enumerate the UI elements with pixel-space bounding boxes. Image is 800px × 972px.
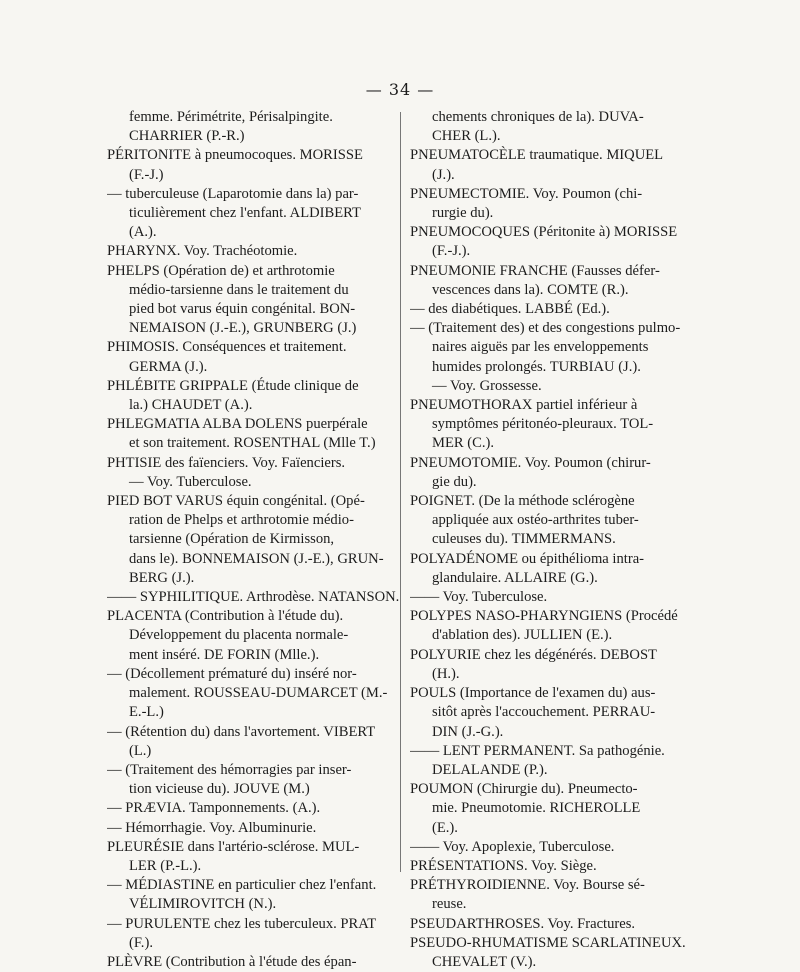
- index-line: symptômes péritonéo-pleuraux. TOL-: [432, 416, 654, 433]
- index-line: ment inséré. DE FORIN (Mlle.).: [129, 646, 320, 663]
- index-line: BERG (J.).: [129, 569, 195, 586]
- index-line: reuse.: [432, 896, 467, 913]
- index-line: PRÉTHYROIDIENNE. Voy. Bourse sé-: [410, 877, 645, 894]
- index-line: (A.).: [129, 224, 157, 241]
- index-line: NEMAISON (J.-E.), GRUNBERG (J.): [129, 320, 357, 337]
- index-line: (L.): [129, 742, 152, 759]
- index-line: dans le). BONNEMAISON (J.-E.), GRUN-: [129, 550, 384, 567]
- index-line: femme. Périmétrite, Périsalpingite.: [129, 109, 333, 125]
- index-line: pied bot varus équin congénital. BON-: [129, 301, 356, 318]
- index-line: PHIMOSIS. Conséquences et traitement.: [107, 339, 347, 356]
- index-line: PIED BOT VARUS équin congénital. (Opé-: [107, 493, 365, 510]
- index-line: (F.).: [129, 934, 153, 951]
- index-line: E.-L.): [129, 704, 164, 721]
- index-line: PNEUMOTOMIE. Voy. Poumon (chirur-: [410, 454, 651, 471]
- index-line: gie du).: [432, 473, 477, 490]
- index-line: MER (C.).: [432, 435, 495, 452]
- index-line: vescences dans la). COMTE (R.).: [432, 281, 629, 298]
- index-line: PRÉSENTATIONS. Voy. Siège.: [410, 857, 597, 874]
- index-line: tarsienne (Opération de Kirmisson,: [129, 531, 335, 548]
- index-line: POLYURIE chez les dégénérés. DEBOST: [410, 646, 657, 663]
- index-line: VÉLIMIROVITCH (N.).: [129, 896, 277, 913]
- index-line: — (Traitement des hémorragies par inser-: [107, 761, 352, 778]
- index-line: — Voy. Grossesse.: [432, 377, 542, 394]
- index-line: POIGNET. (De la méthode sclérogène: [410, 493, 635, 510]
- page-number: — 34 —: [365, 80, 435, 99]
- index-line: — Hémorrhagie. Voy. Albuminurie.: [107, 819, 317, 836]
- index-line: PHLEGMATIA ALBA DOLENS puerpérale: [107, 416, 368, 433]
- index-line: POUMON (Chirurgie du). Pneumecto-: [410, 781, 638, 798]
- index-line: (H.).: [432, 665, 460, 682]
- index-line: (F.-J.): [129, 166, 164, 183]
- index-line: PHLÉBITE GRIPPALE (Étude clinique de: [107, 377, 359, 394]
- index-line: PHARYNX. Voy. Trachéotomie.: [107, 243, 298, 260]
- index-line: POLYADÉNOME ou épithélioma intra-: [410, 550, 645, 567]
- index-line: (E.).: [432, 819, 458, 836]
- index-line: LER (P.-L.).: [129, 857, 202, 874]
- index-line: humides prolongés. TURBIAU (J.).: [432, 358, 641, 375]
- index-line: — PRÆVIA. Tamponnements. (A.).: [107, 800, 321, 817]
- index-line: ration de Phelps et arthrotomie médio-: [129, 512, 354, 529]
- index-line: PNEUMATOCÈLE traumatique. MIQUEL: [410, 147, 664, 164]
- column-divider: [400, 112, 401, 872]
- right-column: [410, 108, 710, 972]
- index-line: —— SYPHILITIQUE. Arthrodèse. NATANSON.: [107, 589, 400, 606]
- index-line: ticulièrement chez l'enfant. ALDIBERT: [129, 205, 361, 222]
- index-line: PHELPS (Opération de) et arthrotomie: [107, 262, 335, 279]
- index-line: la.) CHAUDET (A.).: [129, 397, 253, 414]
- index-line: Développement du placenta normale-: [129, 627, 349, 644]
- index-line: (F.-J.).: [432, 243, 471, 260]
- index-line: médio-tarsienne dans le traitement du: [129, 281, 349, 298]
- index-line: PSEUDO-RHUMATISME SCARLATINEUX.: [410, 934, 686, 951]
- index-line: — PURULENTE chez les tuberculeux. PRAT: [107, 915, 377, 932]
- index-line: —— LENT PERMANENT. Sa pathogénie.: [410, 742, 665, 759]
- index-line: PLEURÉSIE dans l'artério-sclérose. MUL-: [107, 838, 360, 855]
- index-line: POULS (Importance de l'examen du) aus-: [410, 685, 656, 702]
- index-line: CHARRIER (P.-R.): [129, 128, 245, 145]
- index-line: POLYPES NASO-PHARYNGIENS (Procédé: [410, 608, 678, 625]
- index-line: mie. Pneumotomie. RICHEROLLE: [432, 800, 641, 817]
- index-line: —— Voy. Tuberculose.: [410, 589, 548, 606]
- index-line: PNEUMOCOQUES (Péritonite à) MORISSE: [410, 224, 678, 241]
- left-column: [107, 108, 407, 972]
- index-line: sitôt après l'accouchement. PERRAU-: [432, 704, 656, 721]
- index-line: — Voy. Tuberculose.: [129, 473, 252, 490]
- index-line: appliquée aux ostéo-arthrites tuber-: [432, 512, 639, 529]
- index-line: — (Rétention du) dans l'avortement. VIBERT: [107, 723, 376, 740]
- index-line: PÉRITONITE à pneumocoques. MORISSE: [107, 147, 363, 164]
- index-line: DIN (J.-G.).: [432, 723, 504, 740]
- index-line: CHER (L.).: [432, 128, 501, 145]
- index-line: PNEUMECTOMIE. Voy. Poumon (chi-: [410, 185, 643, 202]
- index-line: — (Décollement prématuré du) inséré nor-: [107, 665, 357, 682]
- index-line: PLÈVRE (Contribution à l'étude des épan-: [107, 953, 357, 970]
- index-line: malement. ROUSSEAU-DUMARCET (M.-: [129, 685, 388, 702]
- index-line: glandulaire. ALLAIRE (G.).: [432, 569, 598, 586]
- index-line: d'ablation des). JULLIEN (E.).: [432, 627, 613, 644]
- index-line: (J.).: [432, 166, 455, 183]
- index-line: rurgie du).: [432, 205, 494, 222]
- index-line: — (Traitement des) et des congestions pulmo-: [410, 320, 681, 337]
- index-line: PNEUMONIE FRANCHE (Fausses défer-: [410, 262, 660, 279]
- index-line: PSEUDARTHROSES. Voy. Fractures.: [410, 915, 636, 932]
- index-line: chements chroniques de la). DUVA-: [432, 109, 644, 125]
- index-line: tion vicieuse du). JOUVE (M.): [129, 781, 310, 798]
- index-line: GERMA (J.).: [129, 358, 208, 375]
- index-line: naires aiguës par les enveloppements: [432, 339, 649, 356]
- index-line: — MÉDIASTINE en particulier chez l'enfant.: [107, 877, 377, 894]
- index-line: PNEUMOTHORAX partiel inférieur à: [410, 397, 638, 414]
- index-line: PHTISIE des faïenciers. Voy. Faïenciers.: [107, 454, 346, 471]
- index-line: DELALANDE (P.).: [432, 761, 548, 778]
- index-line: —— Voy. Apoplexie, Tuberculose.: [410, 838, 615, 855]
- index-line: culeuses du). TIMMERMANS.: [432, 531, 616, 548]
- index-line: et son traitement. ROSENTHAL (Mlle T.): [129, 435, 376, 452]
- index-line: CHEVALET (V.).: [432, 953, 537, 970]
- index-line: PLACENTA (Contribution à l'étude du).: [107, 608, 344, 625]
- index-line: — des diabétiques. LABBÉ (Ed.).: [410, 301, 610, 318]
- index-line: — tuberculeuse (Laparotomie dans la) par-: [107, 185, 359, 202]
